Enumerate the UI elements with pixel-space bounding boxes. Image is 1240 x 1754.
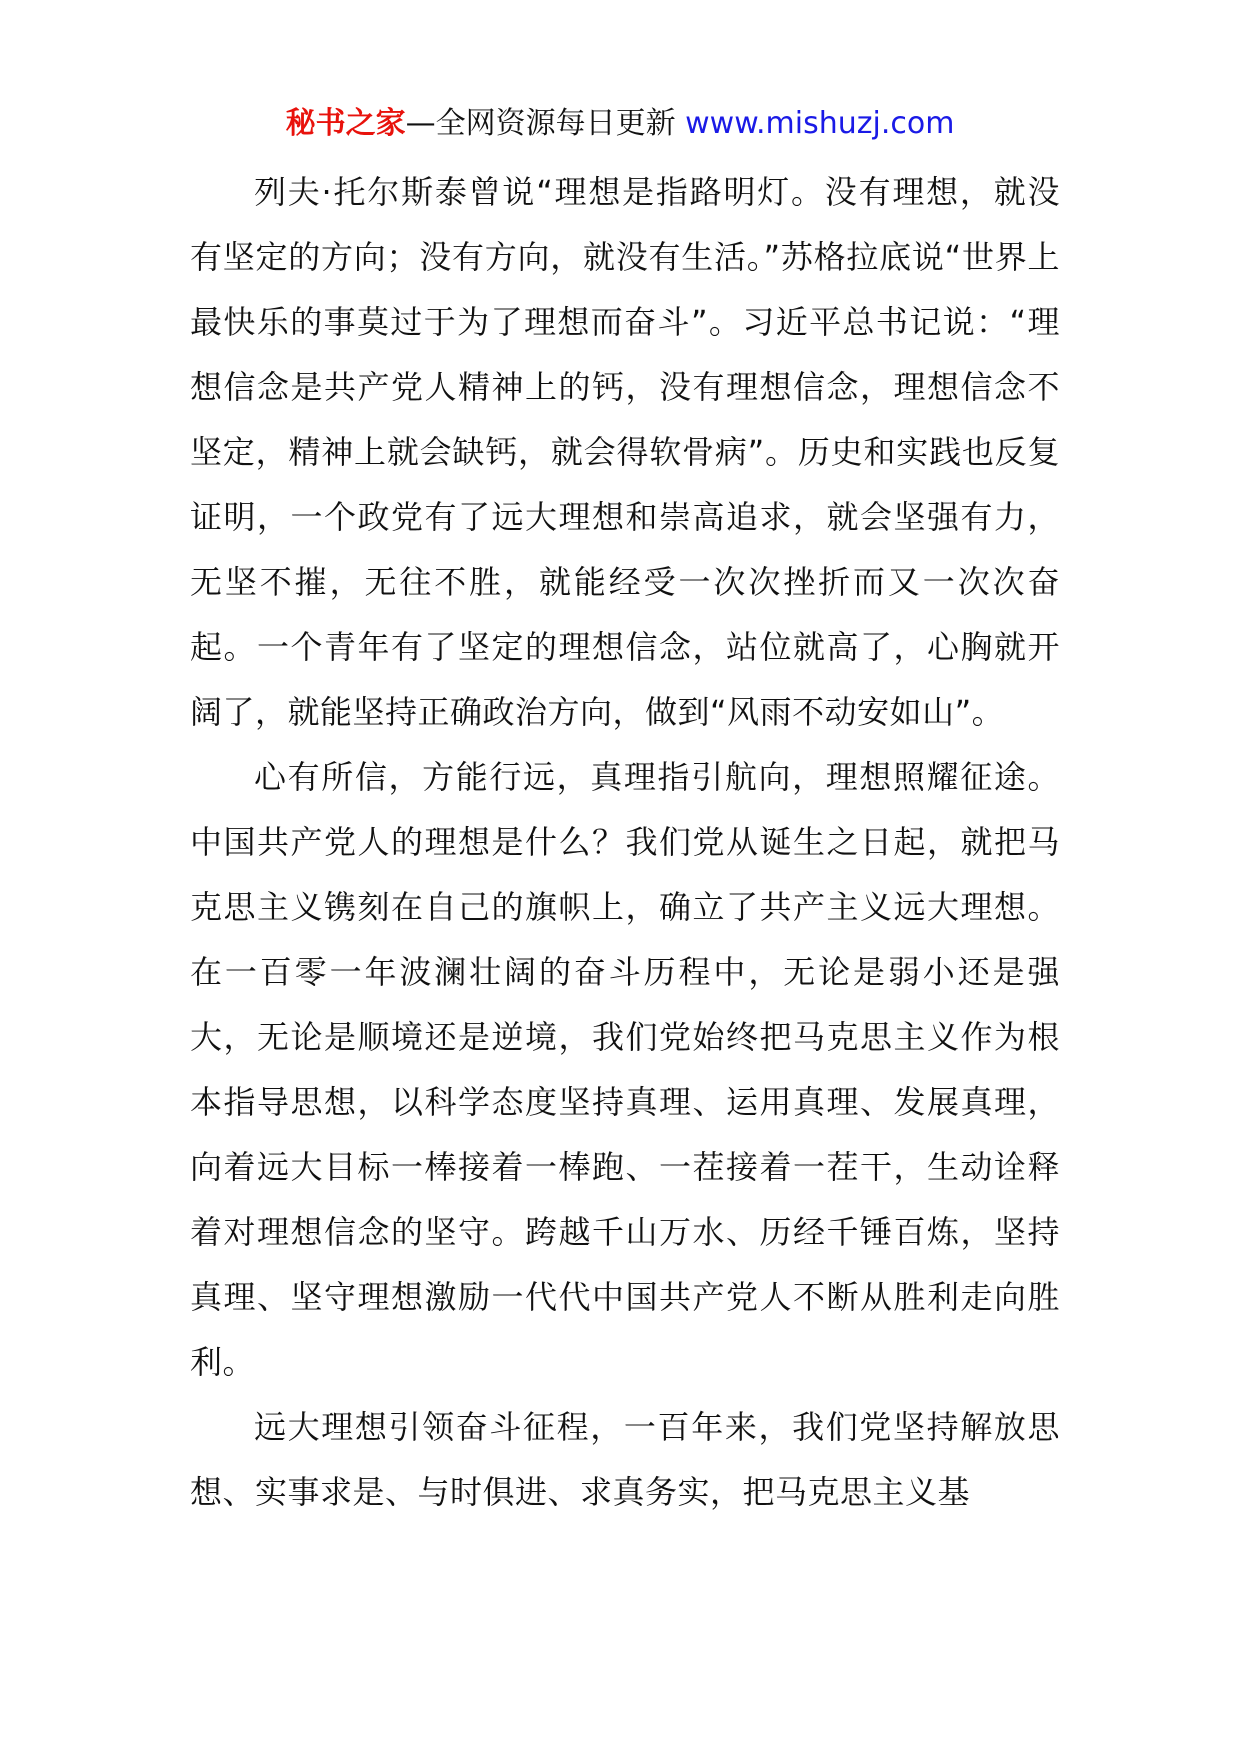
header-tagline: —全网资源每日更新 [405,106,686,141]
page-header [0,100,1240,148]
brand-name: 秘书之家 [285,106,406,141]
document-body [190,160,1060,1525]
paragraph-2: 心有所信，方能行远，真理指引航向，理想照耀征途。中国共产党人的理想是什么？我们党从诞生之日起，就把马克思主义镌刻在自己的旗帜上，确立了共产主义远大理想。在一百零一年波澜壮阔的奋斗历程中，无论是弱小还是强大，无论是顺境还是逆境，我们党始终把马克思主义作为根本指导思想，以科学态度坚持真理、运用真理、发展真理，向着远大目标一棒接着一棒跑、一茬接着一茬干，生动诠释着对理想信念的坚守。跨越千山万水、历经千锤百炼，坚持真理、坚守理想激励一代代中国共产党人不断从胜利走向胜利。 [190,758,1060,1381]
website-link[interactable]: www.mishuzj.com [685,106,955,141]
paragraph-1: 列夫·托尔斯泰曾说“理想是指路明灯。没有理想，就没有坚定的方向；没有方向，就没有生活。”苏格拉底说“世界上最快乐的事莫过于为了理想而奋斗”。习近平总书记说：“理想信念是共产党人精神上的钙，没有理想信念，理想信念不坚定，精神上就会缺钙，就会得软骨病”。历史和实践也反复证明，一个政党有了远大理想和崇高追求，就会坚强有力，无坚不摧，无往不胜，就能经受一次次挫折而又一次次奋起。一个青年有了坚定的理想信念，站位就高了，心胸就开阔了，就能坚持正确政治方向，做到“风雨不动安如山”。 [190,173,1060,731]
paragraph-3: 远大理想引领奋斗征程，一百年来，我们党坚持解放思想、实事求是、与时俱进、求真务实，把马克思主义基 [190,1408,1060,1511]
